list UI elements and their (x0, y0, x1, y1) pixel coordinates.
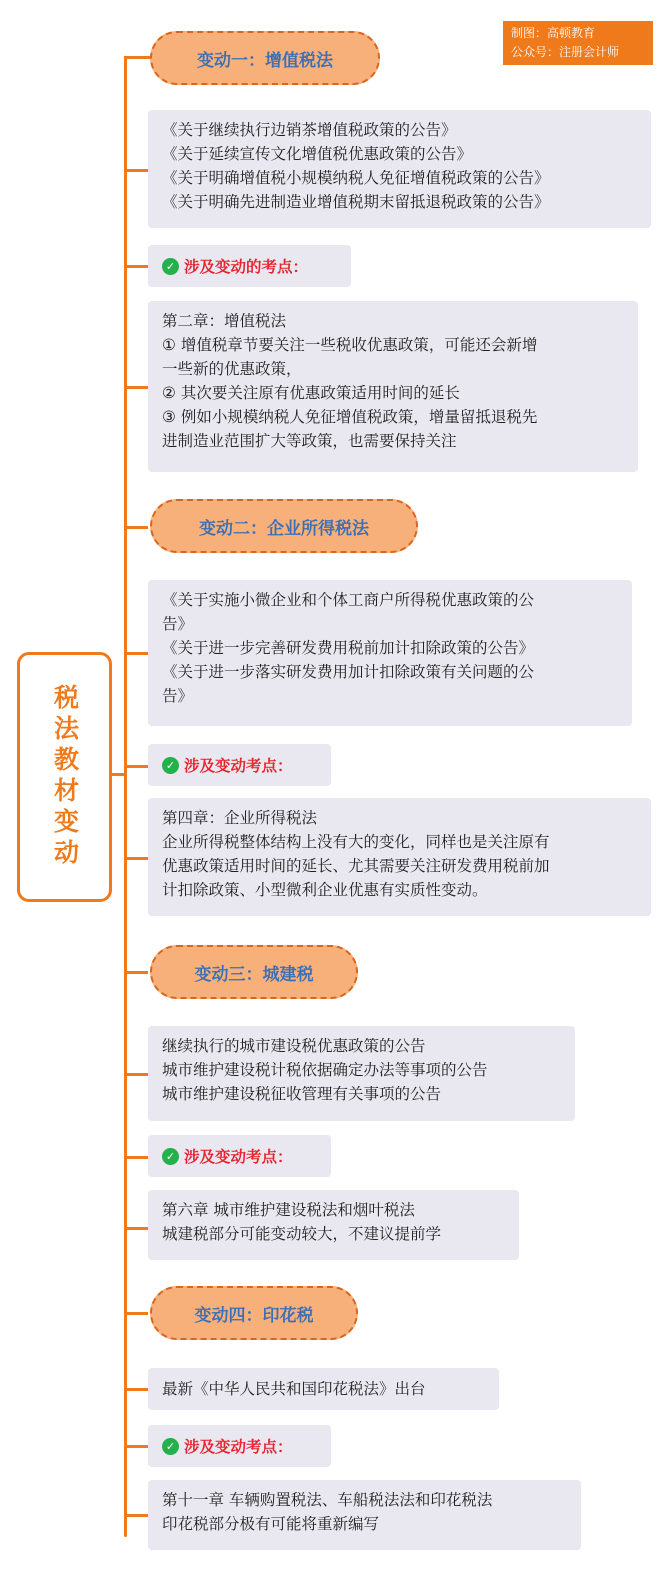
connector (124, 1156, 148, 1159)
doc-item: 继续执行的城市建设税优惠政策的公告 (162, 1037, 426, 1055)
check-circle-icon: ✓ (162, 1148, 179, 1165)
doc-item: 城市维护建设税征收管理有关事项的公告 (162, 1085, 442, 1103)
connector (124, 386, 148, 389)
section-2-docs (148, 580, 632, 726)
point-line: 第四章：企业所得税法 (162, 809, 318, 827)
section-1-points (148, 301, 638, 472)
doc-item: 《关于延续宣传文化增值税优惠政策的公告》 (162, 145, 473, 163)
section-1-docs (148, 110, 651, 228)
point-line: ③ 例如小规模纳税人免征增值税政策，增量留抵退税先 (162, 408, 538, 426)
section-2-header: 变动二：企业所得税法 (150, 499, 418, 553)
point-line: 第二章：增值税法 (162, 312, 287, 330)
credit-line-1: 制图：高顿教育 (511, 26, 596, 40)
point-line: 计扣除政策、小型微利企业优惠有实质性变动。 (162, 881, 488, 899)
section-3-point-label (148, 1135, 331, 1177)
connector (124, 971, 148, 974)
connector (124, 1073, 148, 1076)
point-line: 企业所得税整体结构上没有大的变化，同样也是关注原有 (162, 833, 550, 851)
section-1-point-label (148, 245, 351, 287)
connector (124, 526, 148, 529)
doc-item: 《关于实施小微企业和个体工商户所得税优惠政策的公 (162, 591, 535, 609)
connector (124, 1312, 148, 1315)
root-connector (112, 773, 126, 776)
check-circle-icon: ✓ (162, 757, 179, 774)
connector (124, 1388, 148, 1391)
check-circle-icon: ✓ (162, 258, 179, 275)
point-label-text: 涉及变动的考点： (184, 258, 309, 276)
point-line: ① 增值税章节要关注一些税收优惠政策，可能还会新增 (162, 336, 538, 354)
connector (124, 169, 148, 172)
point-label-text: 涉及变动考点： (184, 757, 293, 775)
connector (124, 765, 148, 768)
root-node (17, 652, 112, 902)
spine-top-hook (124, 56, 152, 59)
doc-item: 《关于继续执行边销茶增值税政策的公告》 (162, 121, 457, 139)
doc-item: 告》 (162, 615, 194, 633)
connector (124, 1445, 148, 1448)
root-title: 税法教材变动 (50, 684, 80, 870)
point-line: 一些新的优惠政策， (162, 360, 302, 378)
point-label-text: 涉及变动考点： (184, 1438, 293, 1456)
section-4-docs (148, 1368, 499, 1410)
point-label-text: 涉及变动考点： (184, 1148, 293, 1166)
doc-item: 《关于进一步落实研发费用加计扣除政策有关问题的公 (162, 663, 535, 681)
section-3-header: 变动三：城建税 (150, 945, 358, 999)
doc-item: 《关于明确先进制造业增值税期末留抵退税政策的公告》 (162, 193, 550, 211)
section-4-header: 变动四：印花税 (150, 1286, 358, 1340)
credit-line-2: 公众号：注册会计师 (511, 45, 620, 59)
check-circle-icon: ✓ (162, 1438, 179, 1455)
doc-item: 告》 (162, 687, 194, 705)
connector (124, 652, 148, 655)
section-4-point-label (148, 1425, 331, 1467)
connector (124, 857, 148, 860)
point-line: 城建税部分可能变动较大，不建议提前学 (162, 1225, 442, 1243)
connector (124, 1514, 148, 1517)
point-line: 进制造业范围扩大等政策，也需要保持关注 (162, 432, 457, 450)
point-line: 第六章 城市维护建设税法和烟叶税法 (162, 1201, 415, 1219)
connector (124, 265, 148, 268)
doc-item: 城市维护建设税计税依据确定办法等事项的公告 (162, 1061, 488, 1079)
doc-item: 《关于进一步完善研发费用税前加计扣除政策的公告》 (162, 639, 535, 657)
connector (124, 1227, 148, 1230)
doc-item: 最新《中华人民共和国印花税法》出台 (162, 1380, 426, 1398)
section-4-points (148, 1480, 581, 1550)
doc-item: 《关于明确增值税小规模纳税人免征增值税政策的公告》 (162, 169, 550, 187)
point-line: 第十一章 车辆购置税法、车船税法法和印花税法 (162, 1491, 493, 1509)
section-3-points (148, 1190, 519, 1260)
section-2-point-label (148, 744, 331, 786)
credit-badge (503, 21, 653, 65)
section-2-points (148, 798, 651, 916)
section-3-docs (148, 1026, 575, 1121)
point-line: 优惠政策适用时间的延长、尤其需要关注研发费用税前加 (162, 857, 550, 875)
point-line: 印花税部分极有可能将重新编写 (162, 1515, 380, 1533)
point-line: ② 其次要关注原有优惠政策适用时间的延长 (162, 384, 460, 402)
section-1-header: 变动一：增值税法 (150, 31, 380, 85)
